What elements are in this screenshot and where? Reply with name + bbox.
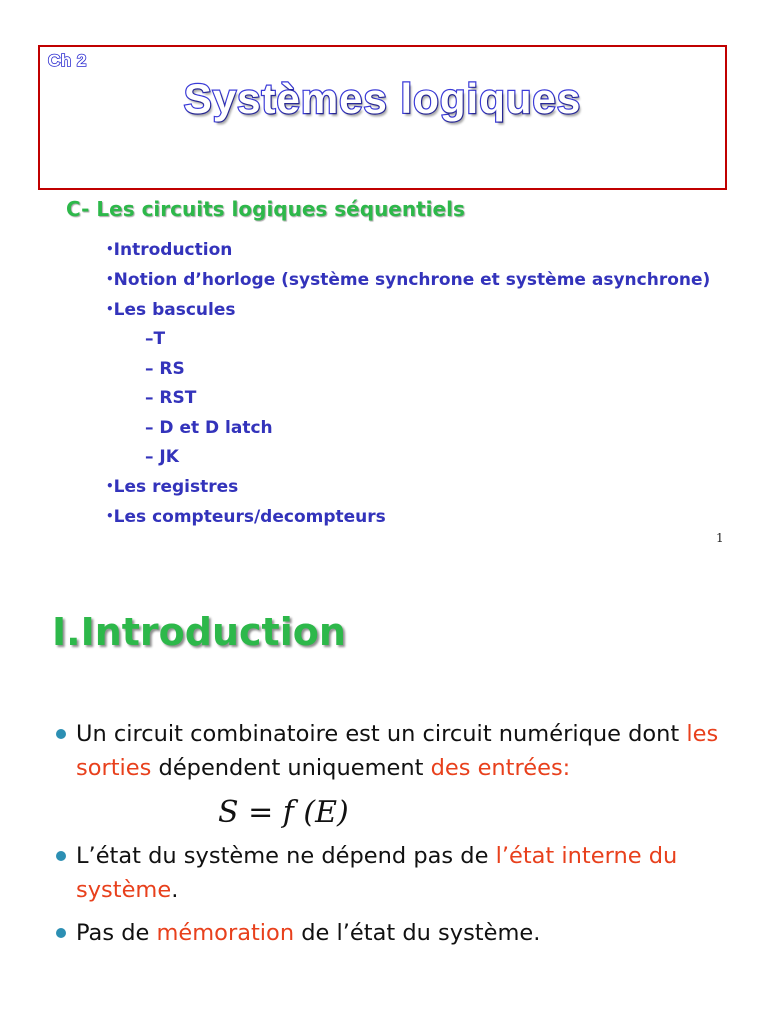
title-box xyxy=(38,45,727,190)
bullet-item xyxy=(56,916,746,950)
bullet-text: L’état du système ne dépend pas de l’état interne du système. xyxy=(76,843,678,903)
formula: S = f (E) xyxy=(218,795,349,830)
slide-2 xyxy=(0,590,768,1024)
bullet-dot-icon xyxy=(56,729,66,739)
outline-item: •Les compteurs/decompteurs xyxy=(106,507,386,527)
chapter-label: Ch 2 xyxy=(48,51,87,70)
outline-subitem: – RS xyxy=(145,359,185,379)
section-heading: C- Les circuits logiques séquentiels xyxy=(66,197,465,221)
bullet-dot-icon xyxy=(56,928,66,938)
outline-subitem: –T xyxy=(145,329,166,349)
outline-item: •Notion d’horloge (système synchrone et système asynchrone) xyxy=(106,270,711,290)
outline-subitem: – D et D latch xyxy=(145,418,273,438)
slide-title: Systèmes logiques xyxy=(183,75,582,122)
bullet-text: Pas de mémoration de l’état du système. xyxy=(76,920,541,946)
bullet-dot-icon xyxy=(56,851,66,861)
outline-subitem: – JK xyxy=(145,447,179,467)
outline-item: •Les registres xyxy=(106,477,239,497)
page-number: 1 xyxy=(716,531,724,545)
slide-title: I.Introduction xyxy=(52,610,346,654)
outline-item: •Introduction xyxy=(106,240,233,260)
bullet-item xyxy=(56,839,746,907)
bullet-item xyxy=(56,717,746,785)
bullet-text: Un circuit combinatoire est un circuit numérique dont les sorties dépendent uniquement des entrées: xyxy=(76,721,719,781)
outline-subitem: – RST xyxy=(145,388,197,408)
outline-item: •Les bascules xyxy=(106,300,236,320)
